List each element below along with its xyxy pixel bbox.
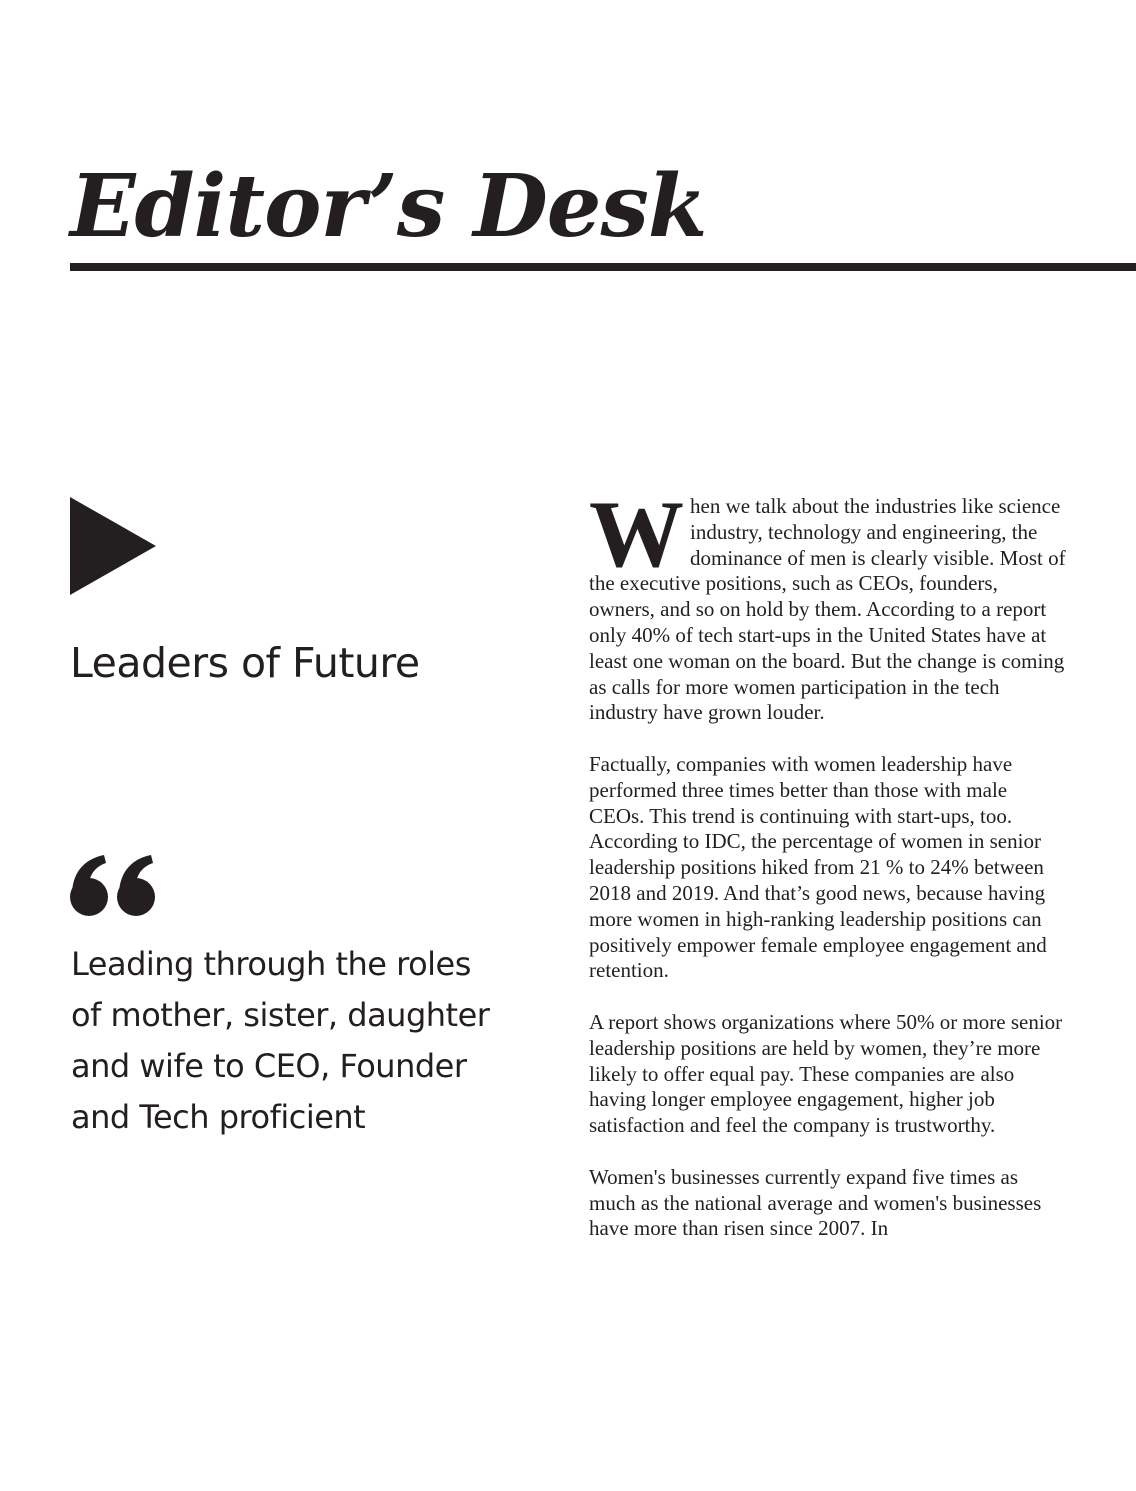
article-paragraph xyxy=(589,481,1067,726)
paragraph-text: hen we talk about the industries like science industry, technology and engineering, the dominance of men is clearly visible. Most of the executive positions, such as CEOs, founders, owners, and so on hold by them. According to a report only 40% of tech start-ups in the United States have at least one woman on the board. But the change is coming as calls for more women participation in the tech industry have grown louder. xyxy=(589,494,1066,725)
article-paragraph: Factually, companies with women leadership have performed three times better than those with male CEOs. This trend is continuing with start-ups, too. According to IDC, the percentage of women in senior leadership positions hiked from 21 % to 24% between 2018 and 2019. And that’s good news, because having more women in high-ranking leadership positions can positively empower female employee engagement and retention. xyxy=(589,751,1047,983)
page-title: Editor’s Desk xyxy=(70,156,707,257)
drop-cap: W xyxy=(589,481,684,587)
section-label: Leaders of Future xyxy=(70,639,420,687)
article-paragraph: A report shows organizations where 50% or more senior leadership positions are held by women, they’re more likely to offer equal pay. These companies are also having longer employee engagement, higher job satisfaction and feel the company is trustworthy. xyxy=(589,1009,1063,1138)
play-triangle-icon xyxy=(70,497,156,595)
title-divider xyxy=(70,263,1136,271)
article-body xyxy=(589,481,1067,1268)
quotation-mark-icon xyxy=(70,855,158,917)
pull-quote: Leading through the roles of mother, sister, daughter and wife to CEO, Founder and Tech proficient xyxy=(71,945,490,1136)
article-paragraph: Women's businesses currently expand five times as much as the national average and women's businesses have more than risen since 2007. In xyxy=(589,1164,1042,1241)
